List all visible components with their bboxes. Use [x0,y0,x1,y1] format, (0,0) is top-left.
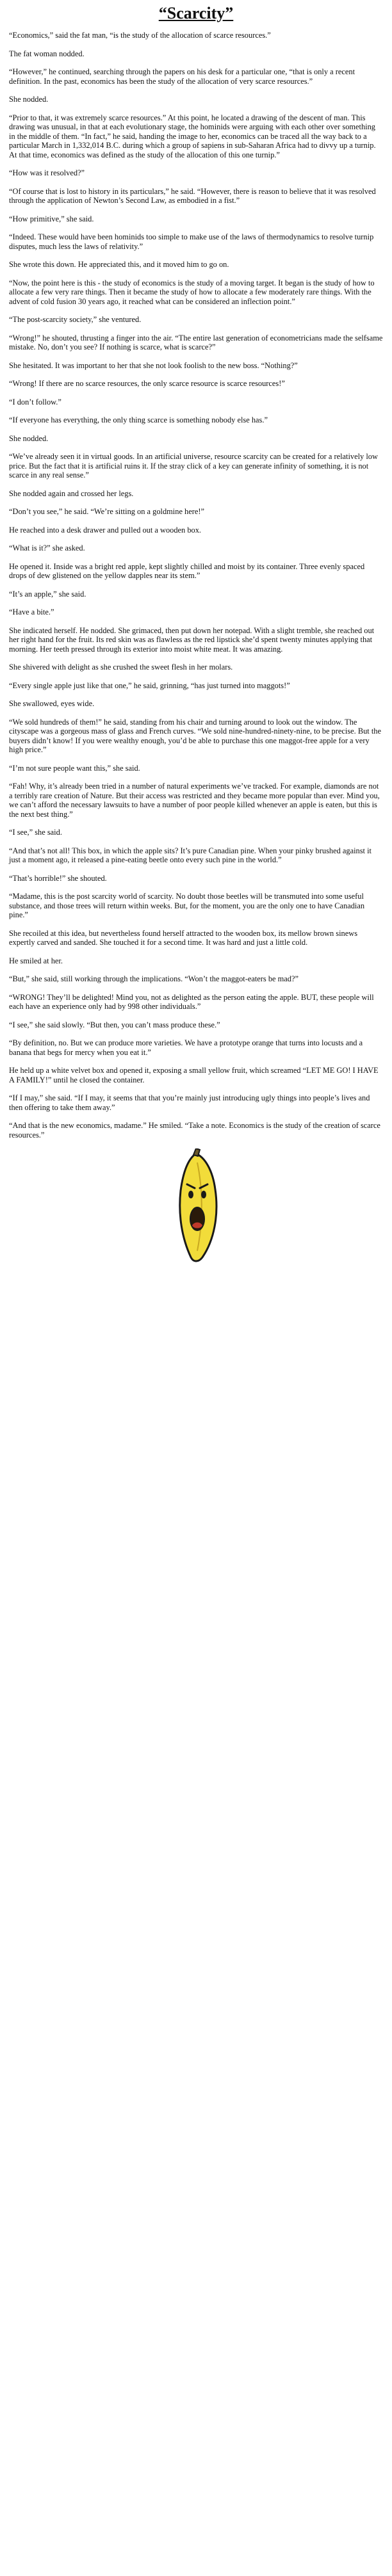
banana-stem [193,1148,200,1156]
story-paragraph: “What is it?” she asked. [9,543,85,552]
story-paragraph: “I see,” she said slowly. “But then, you can’t mass produce these.” [9,1020,220,1029]
story-body [9,31,383,1139]
story-paragraph: “Now, the point here is this - the study of economics is the study of a moving target. It began is the study of how to allocate a few very rare things. Then it became the study of how to allocate a few moderately rare things. With the advent of cold fusion 30 years ago, it reached what can be considered an inflection point.” [9,278,375,306]
story-paragraph: “We sold hundreds of them!” he said, standing from his chair and turning around to look out the window. The cityscape was a gorgeous mass of glass and French curves. “We sold nine-hundred-ninety-nine, to be precise. But the buyers didn’t know! If you were wealthy enough, you’d be able to purchase this one maggot-free apple for a very high price.” [9,717,381,754]
story-paragraph: He opened it. Inside was a bright red apple, kept slightly chilled and moist by its container. Three evenly spaced drops of dew glistened on the yellow dapples near its stem.” [9,561,365,580]
story-paragraph: “That’s horrible!” she shouted. [9,873,107,883]
screaming-banana-icon [151,1148,241,1270]
story-paragraph: She nodded. [9,95,49,104]
story-paragraph: “I see,” she said. [9,828,62,837]
story-paragraph: She nodded again and crossed her legs. [9,488,134,498]
story-paragraph: She wrote this down. He appreciated this, and it moved him to go on. [9,260,229,269]
story-paragraph: “Prior to that, it was extremely scarce resources.” At this point, he located a drawing of the descent of man. This drawing was unusual, in that at each evolutionary stage, the hominids were arguing with each other over something in the middle of them. “In fact,” he said, handing the image to her, economics can be traced all the way back to a particular March in 1,332,014 B.C. during which a group of sapiens in sub-Saharan Africa had to divvy up a turnip. At that time, economics was defined as the study of the allocation of this one turnip.” [9,113,376,159]
story-paragraph: He reached into a desk drawer and pulled out a wooden box. [9,525,202,535]
story-paragraph: “I’m not sure people want this,” she said. [9,763,140,773]
story-paragraph: She swallowed, eyes wide. [9,699,95,708]
story-paragraph: “By definition, no. But we can produce more varieties. We have a prototype orange that turns into locusts and a banana that begs for mercy when you eat it.” [9,1038,363,1057]
story-paragraph: She indicated herself. He nodded. She grimaced, then put down her notepad. With a slight tremble, she reached out her right hand for the fruit. Its red skin was as flawless as the red lipstick she’d spent twenty minutes applying that morning. Her teeth pressed through its exterior into moist white meat. It was amazing. [9,625,375,654]
story-paragraph: The fat woman nodded. [9,49,85,58]
story-title: “Scarcity” [158,4,234,22]
story-paragraph: She nodded. [9,433,49,443]
story-paragraph: “And that is the new economics, madame.” He smiled. “Take a note. Economics is the study of the creation of scarce resources.” [9,1121,380,1139]
story-paragraph: “Of course that is lost to history in its particulars,” he said. “However, there is reason to believe that it was resolved through the application of Newton’s Second Law, as embodied in a fist.” [9,186,376,205]
story-paragraph: She recoiled at this idea, but nevertheless found herself attracted to the wooden box, its mellow brown sinews expertly carved and sanded. She touched it for a second time. It was hard and just a little cold. [9,928,358,947]
story-paragraph: He smiled at her. [9,956,63,965]
story-paragraph: “We’ve already seen it in virtual goods. In an artificial universe, resource scarcity can be created for a relatively low price. But the fact that it is artificial ruins it. If the stray click of a key can generate infinity of something, it is not scarce in any real sense.” [9,452,378,479]
story-paragraph: She shivered with delight as she crushed the sweet flesh in her molars. [9,663,233,672]
banana-left-eye [188,1191,193,1198]
story-paragraph: “Madame, this is the post scarcity world of scarcity. No doubt those beetles will be transmuted into some useful substance, and those trees will return within weeks. But, for the moment, you are the only one to have Canadian pine.” [9,892,365,919]
story-paragraph: “Wrong! If there are no scarce resources, the only scarce resource is scarce resources!” [9,379,285,388]
story-paragraph: “Fah! Why, it’s already been tried in a number of natural experiments we’ve tracked. For example, diamonds are not a terribly rare creation of Nature. But their access was restricted and they became more popular than ever. Mind you, we can’t afford the necessary lawsuits to have a number of poor people killed whenever an apple is eaten, but this is the next best thing.” [9,782,380,819]
story-paragraph: “If I may,” she said. “If I may, it seems that that you’re mainly just introducing ugly things into people’s lives and then offering to take them away.” [9,1093,370,1112]
story-paragraph: “How was it resolved?” [9,168,85,177]
story-paragraph: She hesitated. It was important to her that she not look foolish to the new boss. “Nothing?” [9,360,298,370]
story-paragraph: “Indeed. These would have been hominids too simple to make use of the laws of thermodynamics to resolve turnip disputes, much less the laws of relativity.” [9,232,374,251]
story-paragraph: “Every single apple just like that one,” he said, grinning, “has just turned into maggots!” [9,680,290,690]
story-paragraph: “Don’t you see,” he said. “We’re sitting on a goldmine here!” [9,507,204,516]
story-paragraph: “However,” he continued, searching through the papers on his desk for a particular one, “that is only a recent definition. In the past, economics has been the study of the allocation of very scarce resources.” [9,67,355,86]
story-paragraph: “It’s an apple,” she said. [9,589,86,599]
story-paragraph: “Have a bite.” [9,608,54,616]
story-paragraph: “WRONG! They’ll be delighted! Mind you, not as delighted as the person eating the apple. BUT, these people will each have an experience only had by 998 other individuals.” [9,992,374,1011]
banana-right-eye [201,1191,206,1198]
story-paragraph: “If everyone has everything, the only thing scarce is something nobody else has.” [9,415,268,424]
story-paragraph: “Economics,” said the fat man, “is the study of the allocation of scarce resources.” [9,31,271,40]
story-paragraph: “I don’t follow.” [9,397,61,407]
story-paragraph: “The post-scarcity society,” she ventured. [9,315,142,324]
story-paragraph: “How primitive,” she said. [9,214,94,223]
story-paragraph: “Wrong!” he shouted, thrusting a finger into the air. “The entire last generation of econometricians made the selfsame mistake. No, don’t you see? If nothing is scarce, what is scarce?” [9,333,383,351]
story-paragraph: He held up a white velvet box and opened it, exposing a small yellow fruit, which screamed “LET ME GO! I HAVE A FAMILY!” until he closed the container. [9,1066,379,1084]
story-paragraph: “And that’s not all! This box, in which the apple sits? It’s pure Canadian pine. When your pinky brushed against it just a moment ago, it released a pine-eating beetle onto every such pine in the world.” [9,846,372,864]
story-paragraph: “But,” she said, still working through the implications. “Won’t the maggot-eaters be mad?” [9,974,298,983]
